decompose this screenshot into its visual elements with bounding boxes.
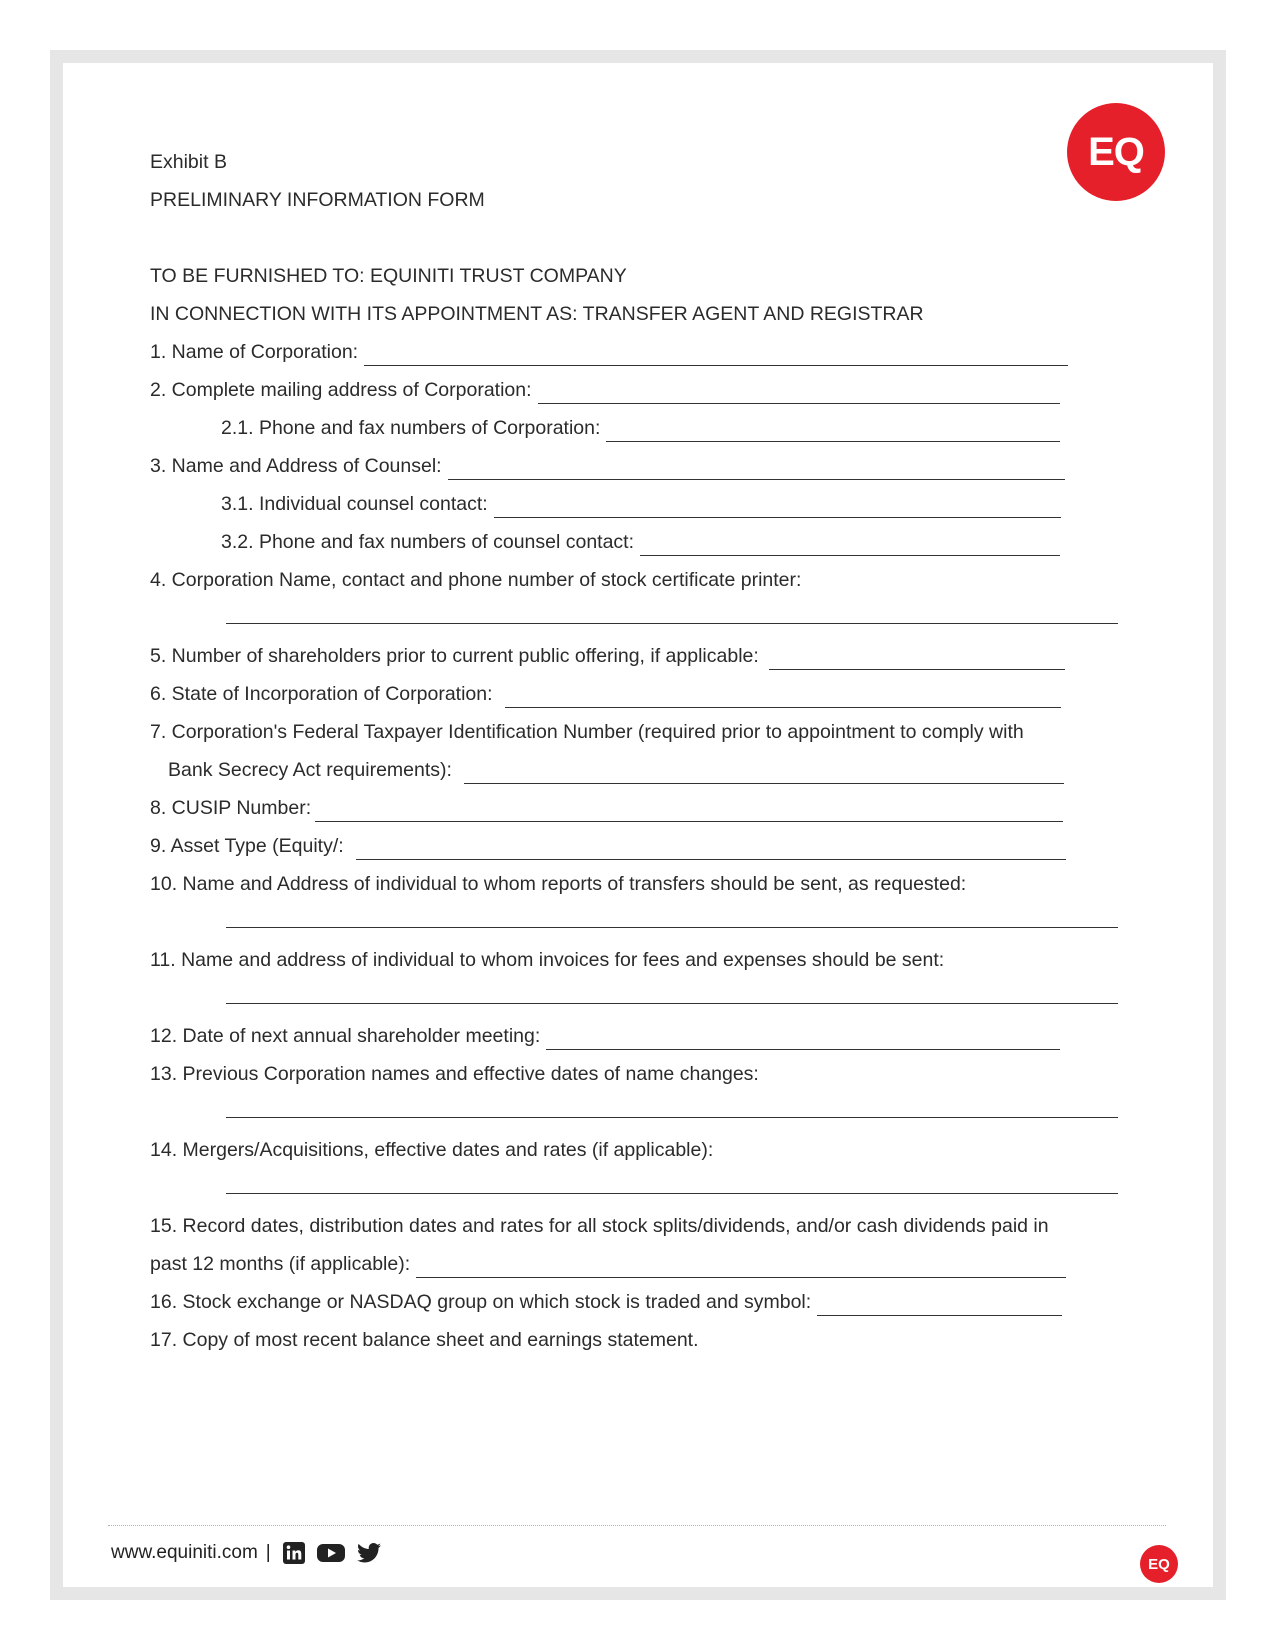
field-cusip-number[interactable]: 8. CUSIP Number:	[150, 794, 1063, 822]
field-previous-names-blank[interactable]	[226, 1117, 1118, 1118]
field-state-of-incorporation[interactable]: 6. State of Incorporation of Corporation:	[150, 680, 1061, 708]
field-name-of-corporation[interactable]: 1. Name of Corporation:	[150, 338, 1068, 366]
field-previous-names: 13. Previous Corporation names and effective dates of name changes:	[150, 1063, 759, 1085]
furnished-to: TO BE FURNISHED TO: EQUINITI TRUST COMPANY	[150, 265, 627, 287]
twitter-icon[interactable]	[357, 1542, 381, 1564]
field-transfer-reports: 10. Name and Address of individual to whom reports of transfers should be sent, as requested:	[150, 873, 967, 895]
blank-line[interactable]	[416, 1257, 1066, 1278]
field-invoice-recipient-blank[interactable]	[226, 1003, 1118, 1004]
blank-line[interactable]	[606, 421, 1060, 442]
exhibit-label: Exhibit B	[150, 151, 227, 173]
field-taxpayer-id-label: 7. Corporation's Federal Taxpayer Identification Number (required prior to appointment to comply with	[150, 721, 1024, 743]
field-invoice-recipient: 11. Name and address of individual to whom invoices for fees and expenses should be sent:	[150, 949, 945, 971]
field-asset-type[interactable]: 9. Asset Type (Equity/:	[150, 832, 1066, 860]
field-shareholder-count[interactable]: 5. Number of shareholders prior to current public offering, if applicable:	[150, 642, 1065, 670]
field-dividends-label: 15. Record dates, distribution dates and rates for all stock splits/dividends, and/or cash dividends paid in	[150, 1215, 1049, 1237]
blank-line[interactable]	[315, 801, 1063, 822]
field-counsel-contact[interactable]: 3.1. Individual counsel contact:	[221, 490, 1061, 518]
blank-line[interactable]	[364, 345, 1068, 366]
youtube-icon[interactable]	[317, 1542, 345, 1564]
blank-line[interactable]	[494, 497, 1061, 518]
field-annual-meeting-date[interactable]: 12. Date of next annual shareholder meeting:	[150, 1022, 1060, 1050]
field-stock-exchange[interactable]: 16. Stock exchange or NASDAQ group on which stock is traded and symbol:	[150, 1288, 1062, 1316]
blank-line[interactable]	[505, 687, 1061, 708]
field-corporation-phone-fax[interactable]: 2.1. Phone and fax numbers of Corporation:	[221, 414, 1060, 442]
blank-line[interactable]	[817, 1295, 1062, 1316]
footer	[111, 1542, 393, 1564]
footer-divider	[108, 1525, 1166, 1526]
blank-line[interactable]	[356, 839, 1066, 860]
field-taxpayer-id[interactable]: Bank Secrecy Act requirements):	[168, 756, 1064, 784]
eq-footer-logo: EQ	[1140, 1545, 1178, 1583]
form-title: PRELIMINARY INFORMATION FORM	[150, 189, 485, 211]
blank-line[interactable]	[546, 1029, 1060, 1050]
field-transfer-reports-blank[interactable]	[226, 927, 1118, 928]
field-mergers-acquisitions: 14. Mergers/Acquisitions, effective dates and rates (if applicable):	[150, 1139, 714, 1161]
footer-separator: |	[265, 1542, 271, 1563]
appointment-line: IN CONNECTION WITH ITS APPOINTMENT AS: TRANSFER AGENT AND REGISTRAR	[150, 303, 924, 325]
field-mailing-address[interactable]: 2. Complete mailing address of Corporation:	[150, 376, 1060, 404]
website-link[interactable]: www.equiniti.com	[111, 1542, 258, 1563]
field-certificate-printer: 4. Corporation Name, contact and phone number of stock certificate printer:	[150, 569, 802, 591]
blank-line[interactable]	[464, 763, 1064, 784]
field-counsel-name-address[interactable]: 3. Name and Address of Counsel:	[150, 452, 1065, 480]
blank-line[interactable]	[538, 383, 1060, 404]
blank-line[interactable]	[448, 459, 1065, 480]
linkedin-icon[interactable]	[283, 1542, 305, 1564]
field-certificate-printer-blank[interactable]	[226, 623, 1118, 624]
eq-logo: EQ	[1067, 103, 1165, 201]
field-dividends[interactable]: past 12 months (if applicable):	[150, 1250, 1066, 1278]
field-counsel-phone-fax[interactable]: 3.2. Phone and fax numbers of counsel contact:	[221, 528, 1060, 556]
field-balance-sheet: 17. Copy of most recent balance sheet and earnings statement.	[150, 1329, 699, 1351]
field-mergers-acquisitions-blank[interactable]	[226, 1193, 1118, 1194]
blank-line[interactable]	[640, 535, 1060, 556]
blank-line[interactable]	[769, 649, 1065, 670]
